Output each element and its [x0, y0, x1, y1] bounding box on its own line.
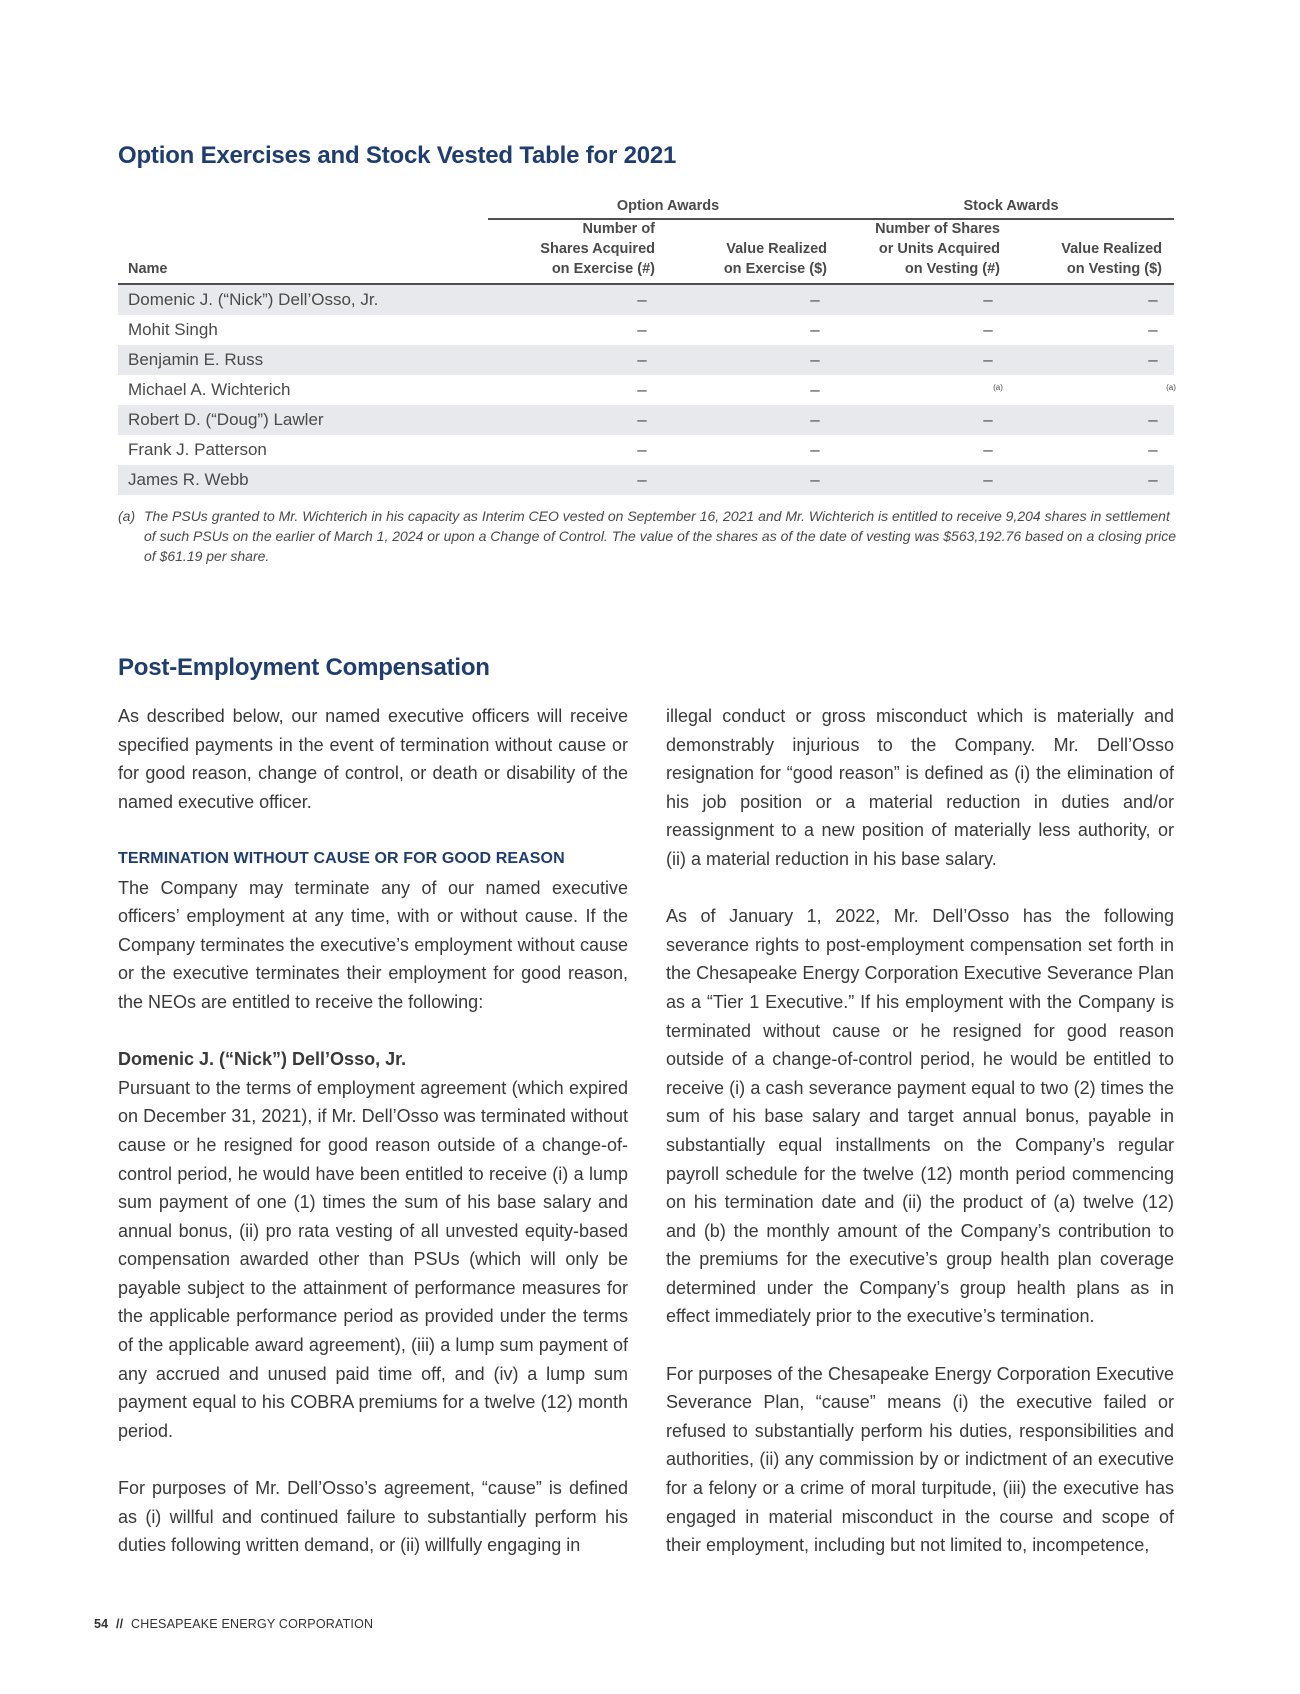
header-line: Value Realized — [1061, 241, 1162, 257]
table-row — [118, 375, 1174, 405]
header-line: on Exercise (#) — [551, 261, 655, 277]
cell-value-vesting: – — [1148, 350, 1158, 369]
cell-value-exercise: – — [810, 440, 820, 459]
cell-shares-acquired: – — [637, 440, 647, 459]
table-title: Option Exercises and Stock Vested Table for 2021 — [118, 142, 677, 169]
cell-shares-acquired: – — [637, 320, 647, 339]
severance-rights-paragraph: As of January 1, 2022, Mr. Dell’Osso has the following severance rights to post-employment compensation set forth in the Chesapeake Energy Corporation Executive Severance Plan as a “Tier 1 Executive.” If his employment with the Company is terminated without cause or he resigned for good reason outside of a change-of-control period, he would be entitled to receive (i) a cash severance payment equal to two (2) times the sum of his base salary and target annual bonus, payable in substantially equal installments on the Company’s regular payroll schedule for the twelve (12) month period commencing on his termination date and (ii) the product of (a) twelve (12) and (b) the monthly amount of the Company’s contribution to the premiums for the executive’s group health plan coverage determined under the Company’s group health plans as in effect immediately prior to the executive’s termination. — [666, 906, 1174, 1327]
person-heading: Domenic J. (“Nick”) Dell’Osso, Jr. — [118, 1049, 407, 1070]
row-name: James R. Webb — [128, 470, 249, 489]
cell-shares-acquired: – — [637, 410, 647, 429]
row-name: Frank J. Patterson — [128, 440, 267, 459]
table-row — [118, 345, 1174, 375]
header-line: Shares Acquired — [540, 241, 655, 257]
company-name: CHESAPEAKE ENERGY CORPORATION — [131, 1617, 374, 1631]
header-line: on Vesting ($) — [1066, 261, 1162, 277]
cell-shares-acquired: – — [637, 290, 647, 309]
good-reason-paragraph: illegal conduct or gross misconduct which is materially and demonstrably injurious to the Company. Mr. Dell’Osso resignation for “good reason” is defined as (i) the elimination of his job position or a material reduction in duties and/or reassignment to a new position of materially less authority, or (ii) a material reduction in his base salary. — [666, 706, 1174, 869]
header-line: on Exercise ($) — [723, 261, 827, 277]
cell-shares-acquired: – — [637, 380, 647, 399]
table-group-header-row — [118, 196, 1174, 220]
header-value-vesting — [1061, 239, 1162, 279]
header-name: Name — [128, 261, 168, 277]
cell-shares-vesting: – — [983, 470, 993, 489]
left-column — [118, 702, 628, 1560]
right-column — [666, 702, 1174, 1560]
row-name: Michael A. Wichterich — [128, 380, 291, 399]
table-footnote — [118, 506, 1178, 566]
cell-value-vesting: – — [1148, 320, 1158, 339]
page-footer — [94, 1617, 373, 1631]
row-name: Domenic J. (“Nick”) Dell’Osso, Jr. — [128, 290, 379, 309]
table-row — [118, 285, 1174, 315]
header-shares-vesting — [875, 219, 1000, 279]
group-option-awards: Option Awards — [488, 196, 848, 220]
termination-paragraph: The Company may terminate any of our named executive officers’ employment at any time, with or without cause. If the Company terminates the executive’s employment without cause or the executive terminates their employment for good reason, the NEOs are entitled to receive the following: — [118, 877, 628, 1012]
cell-value-vesting: – — [1148, 410, 1158, 429]
intro-paragraph: As described below, our named executive officers will receive specified payments in the event of termination without cause or for good reason, change of control, or death or disability of the named executive officer. — [118, 706, 628, 812]
section-title: Post-Employment Compensation — [118, 654, 490, 681]
subheading-termination: TERMINATION WITHOUT CAUSE OR FOR GOOD REASON — [118, 849, 565, 867]
cell-shares-vesting: – — [983, 350, 993, 369]
table-row — [118, 435, 1174, 465]
footnote-marker: (a) — [118, 508, 136, 524]
cell-value-vesting: – — [1148, 290, 1158, 309]
cell-shares-acquired: – — [637, 350, 647, 369]
cell-shares-vesting: – — [983, 320, 993, 339]
footer-separator: // — [116, 1617, 124, 1631]
cell-shares-vesting: – — [983, 440, 993, 459]
cell-shares-vesting: – — [983, 290, 993, 309]
header-shares-acquired — [540, 219, 655, 279]
cause-definition-paragraph: For purposes of Mr. Dell’Osso’s agreement, “cause” is defined as (i) willful and continued failure to substantially perform his duties following written demand, or (ii) willfully engaging in — [118, 1478, 628, 1556]
cell-value-exercise: – — [810, 470, 820, 489]
header-value-exercise — [724, 239, 827, 279]
cell-value-exercise: – — [810, 380, 820, 399]
cell-value-vesting: – — [1148, 470, 1158, 489]
header-line: Value Realized — [726, 241, 827, 257]
header-line: on Vesting (#) — [904, 261, 1000, 277]
header-line: or Units Acquired — [878, 241, 1000, 257]
cell-value-exercise: – — [810, 410, 820, 429]
cell-value-vesting-footnote: (a) — [1166, 383, 1176, 392]
page-number: 54 — [94, 1617, 109, 1631]
row-name: Benjamin E. Russ — [128, 350, 264, 369]
header-line: Number of — [582, 221, 655, 237]
cell-value-exercise: – — [810, 350, 820, 369]
table-row — [118, 465, 1174, 495]
cell-shares-vesting-footnote: (a) — [993, 383, 1003, 392]
cell-shares-acquired: – — [637, 470, 647, 489]
cell-value-exercise: – — [810, 290, 820, 309]
header-line: Number of Shares — [875, 221, 1000, 237]
option-exercises-table — [118, 196, 1174, 495]
table-row — [118, 405, 1174, 435]
severance-plan-cause-paragraph: For purposes of the Chesapeake Energy Corporation Executive Severance Plan, “cause” means (i) the executive failed or refused to substantially perform his duties, responsibilities and authorities, (ii) any commission by or indictment of an executive for a felony or a crime of moral turpitude, (iii) the executive has engaged in material misconduct in the course and scope of their employment, including but not limited to, incompetence, — [666, 1363, 1174, 1556]
cell-shares-vesting: – — [983, 410, 993, 429]
footnote-text: The PSUs granted to Mr. Wichterich in his capacity as Interim CEO vested on September 16, 2021 and Mr. Wichterich is entitled to receive 9,204 shares in settlement of such PSUs on the earlier of March 1, 2024 or upon a Change of Control. The value of the shares as of the date of vesting was $563,192.76 based on a closing price of $61.19 per share. — [144, 508, 1176, 564]
table-header-row — [118, 220, 1174, 285]
cell-value-vesting: – — [1148, 440, 1158, 459]
cell-value-exercise: – — [810, 320, 820, 339]
employment-agreement-paragraph: Pursuant to the terms of employment agreement (which expired on December 31, 2021), if Mr. Dell’Osso was terminated without cause or he resigned for good reason outside of a change-of-control period, he would have been entitled to receive (i) a lump sum payment of one (1) times the sum of his base salary and annual bonus, (ii) pro rata vesting of all unvested equity-based compensation awarded other than PSUs (which will only be payable subject to the attainment of performance measures for the applicable performance period as provided under the terms of the applicable award agreement), (iii) a lump sum payment of any accrued and unused paid time off, and (iv) a lump sum payment equal to his COBRA premiums for a twelve (12) month period. — [118, 1077, 628, 1441]
row-name: Robert D. (“Doug”) Lawler — [128, 410, 324, 429]
table-row — [118, 315, 1174, 345]
row-name: Mohit Singh — [128, 320, 218, 339]
group-stock-awards: Stock Awards — [848, 196, 1174, 220]
